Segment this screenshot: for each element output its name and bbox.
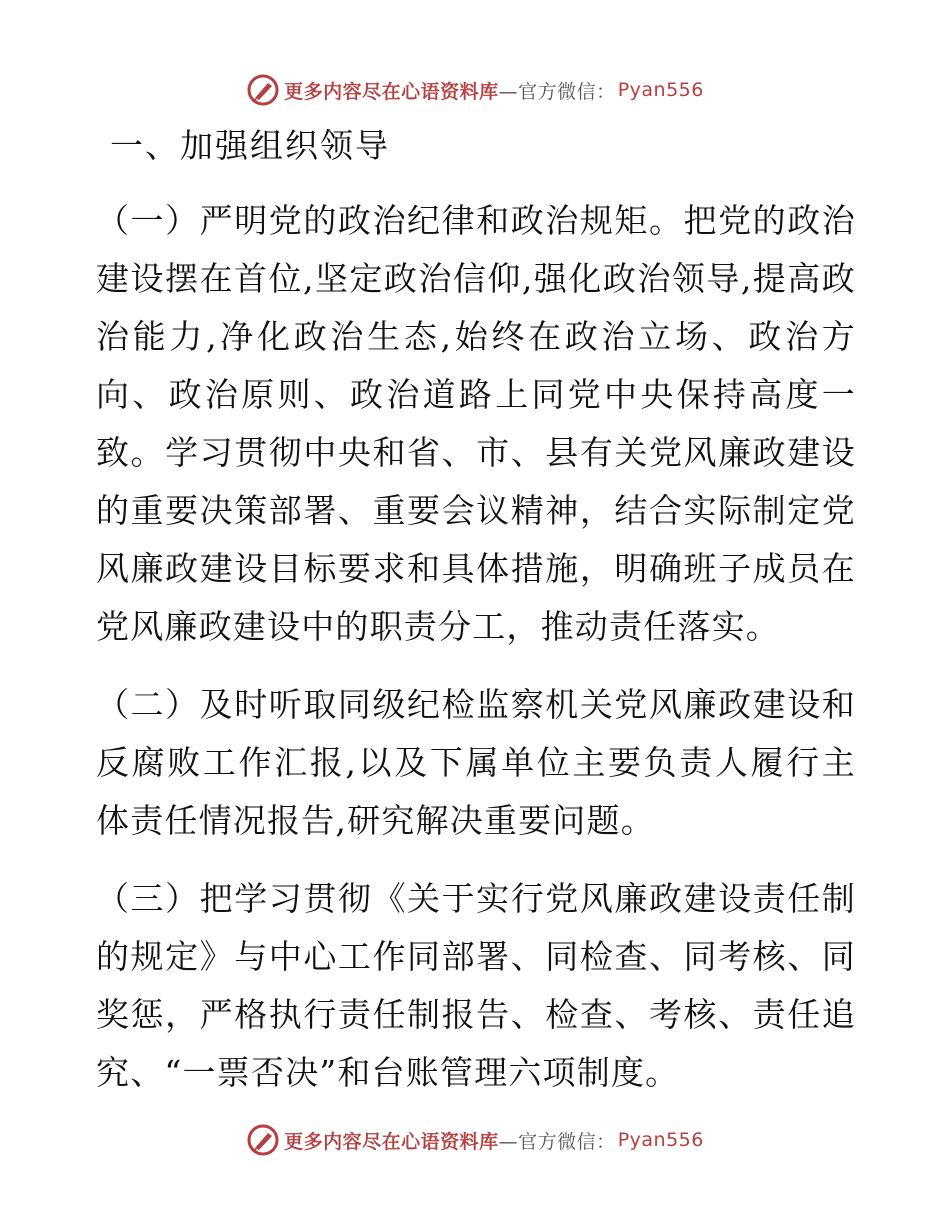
- top-watermark-banner: [0, 70, 950, 110]
- pen-logo-icon: [246, 73, 280, 107]
- banner-main-text: 更多内容尽在心语资料库: [284, 80, 499, 103]
- banner-main-text: 更多内容尽在心语资料库: [284, 1130, 499, 1153]
- banner-separator: —官方微信：: [498, 80, 616, 103]
- document-body: [96, 118, 856, 1122]
- paragraph-3: （三）把学习贯彻《关于实行党风廉政建设责任制的规定》与中心工作同部署、同检查、同考核、同奖惩，严格执行责任制报告、检查、考核、责任追究、“一票否决”和台账管理六项制度。: [96, 879, 856, 1092]
- banner-wechat-id: Pyan556: [617, 79, 704, 101]
- banner-separator: —官方微信：: [498, 1130, 616, 1153]
- section-heading: 一、加强组织领导: [110, 126, 390, 165]
- bottom-watermark-banner: [0, 1120, 950, 1160]
- banner-wechat-id: Pyan556: [617, 1129, 704, 1151]
- paragraph-1: （一）严明党的政治纪律和政治规矩。把党的政治建设摆在首位,坚定政治信仰,强化政治领导,提高政治能力,净化政治生态,始终在政治立场、政治方向、政治原则、政治道路上同党中央保持高度一致。学习贯彻中央和省、市、县有关党风廉政建设的重要决策部署、重要会议精神，结合实际制定党风廉政建设目标要求和具体措施，明确班子成员在党风廉政建设中的职责分工，推动责任落实。: [96, 201, 856, 646]
- paragraph-2: （二）及时听取同级纪检监察机关党风廉政建设和反腐败工作汇报,以及下属单位主要负责人履行主体责任情况报告,研究解决重要问题。: [96, 685, 856, 840]
- pen-logo-icon: [246, 1123, 280, 1157]
